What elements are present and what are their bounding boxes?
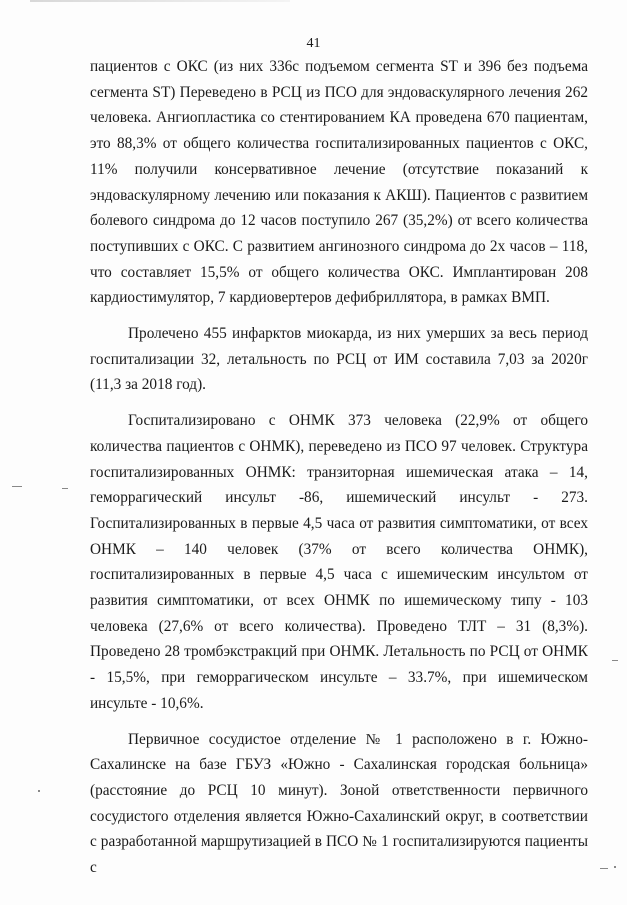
paragraph-oks-continued: пациентов с ОКС (из них 336с подъемом сегмента ST и 396 без подъема сегмента ST) Переведено в РСЦ из ПСО для эндоваскулярного лечения 262 человека. Ангиопластика со стентированием КА проведена 670 пациентам, это 88,3% от общего количества госпитализированных пациентов с ОКС, 11% получили консервативное лечение (отсутствие показаний к эндоваскулярному лечению или показания к АКШ). Пациентов с развитием болевого синдрома до 12 часов поступило 267 (35,2%) от всего количества поступивших с ОКС. С развитием ангинозного синдрома до 2х часов – 118, что составляет 15,5% от общего количества ОКС. Имплантирован 208 кардиостимулятор, 7 кардиовертеров дефибриллятора, в рамках ВМП. (90, 58, 588, 307)
scan-speck (62, 488, 68, 489)
scan-speck (614, 866, 616, 868)
document-body (90, 54, 588, 881)
paragraph-onmk-statistics: Госпитализировано с ОНМК 373 человека (22,9% от общего количества пациентов с ОНМК), переведено из ПСО 97 человек. Структура госпитализированных ОНМК: транзиторная ишемическая атака – 14, геморрагический инсульт -86, ишемический инсульт - 273. Госпитализированных в первые 4,5 часа от развития симптоматики, от всех ОНМК – 140 человек (37% от всего количества ОНМК), госпитализированных в первые 4,5 часа с ишемическим инсультом от развития симптоматики, от всех ОНМК по ишемическому типу - 103 человека (27,6% от всего количества). Проведено ТЛТ – 31 (8,3%). Проведено 28 тромбэкстракций при ОНМК. Летальность по РСЦ от ОНМК - 15,5%, при геморрагическом инсульте – 33.7%, при ишемическом инсульте - 10,6%. (90, 412, 588, 712)
scan-speck (612, 660, 618, 661)
scan-edge-artifact (30, 0, 290, 2)
page-number: 41 (306, 36, 321, 51)
paragraph-myocardial-infarction: Пролечено 455 инфарктов миокарда, из них умерших за весь период госпитализации 32, летальность по РСЦ от ИМ составила 7,03 за 2020г (11,3 за 2018 год). (90, 325, 588, 394)
scan-speck (12, 486, 22, 487)
paragraph-pso-1: Первичное сосудистое отделение № 1 расположено в г. Южно-Сахалинске на базе ГБУЗ «Южно - Сахалинская городская больница» (расстояние до РСЦ 10 минут). Зоной ответственности первичного сосудистого отделения является Южно-Сахалинский округ, в соответствии с разработанной маршрутизацией в ПСО № 1 госпитализируются пациенты с (90, 730, 588, 877)
scan-speck (38, 790, 40, 792)
scan-speck (600, 868, 608, 869)
